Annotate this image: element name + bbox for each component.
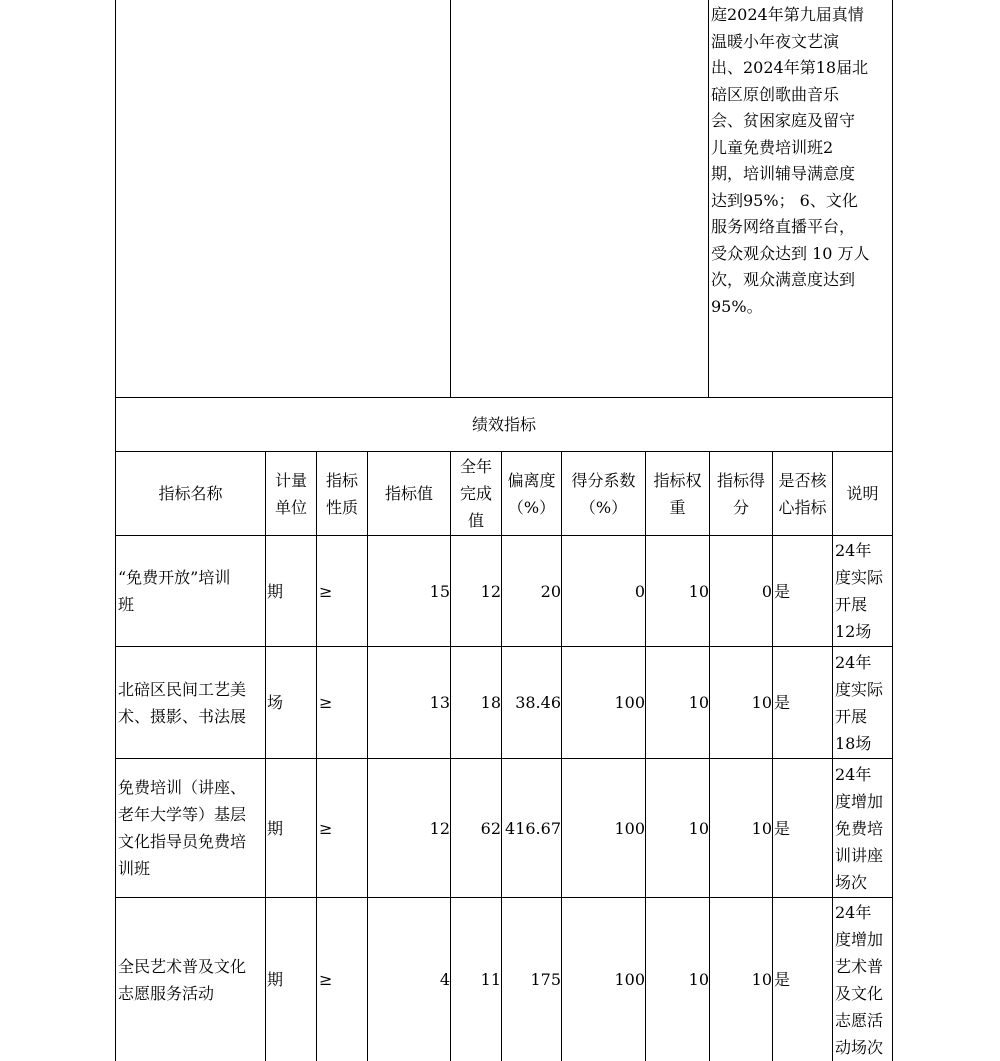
row-target: 13 xyxy=(429,693,450,712)
header-coef: 得分系数 （%） xyxy=(571,470,636,517)
row-weight: 10 xyxy=(688,693,709,712)
row-name: 北碚区民间工艺美 术、摄影、书法展 xyxy=(118,679,247,726)
row-actual: 11 xyxy=(480,970,501,989)
row-name: 全民艺术普及文化 志愿服务活动 xyxy=(118,956,247,1003)
row-score: 10 xyxy=(751,818,772,838)
row-core: 是 xyxy=(774,970,791,989)
row-unit: 期 xyxy=(267,818,284,838)
row-deviation: 38.46 xyxy=(515,693,561,712)
header-actual: 全年 完成 值 xyxy=(459,457,492,530)
row-coef: 0 xyxy=(634,581,645,601)
header-weight: 指标权 重 xyxy=(653,470,702,517)
row-name: 免费培训（讲座、 老年大学等）基层 文化指导员免费培 训班 xyxy=(118,778,247,878)
row-nature: ≥ xyxy=(319,818,333,838)
row-coef: 100 xyxy=(614,693,645,712)
row-deviation: 175 xyxy=(530,970,561,989)
row-desc: 24年 度增加 艺术普 及文化 志愿活 动场次 xyxy=(835,902,884,1057)
row-core: 是 xyxy=(774,818,791,838)
row-name: “免费开放”培训 班 xyxy=(118,568,231,614)
row-weight: 10 xyxy=(688,818,709,838)
row-desc: 24年 度增加 免费培 训讲座 场次 xyxy=(835,764,884,892)
row-target: 4 xyxy=(439,970,450,989)
header-target: 指标值 xyxy=(384,484,433,503)
row-deviation: 20 xyxy=(540,581,561,601)
header-deviation: 偏离度 （%） xyxy=(507,470,556,517)
row-unit: 期 xyxy=(267,581,284,601)
row-deviation: 416.67 xyxy=(505,818,561,838)
header-core: 是否核 心指标 xyxy=(778,470,827,517)
header-name: 指标名称 xyxy=(158,484,223,503)
row-unit: 场 xyxy=(267,693,284,712)
row-core: 是 xyxy=(774,693,791,712)
row-actual: 12 xyxy=(480,581,501,601)
row-weight: 10 xyxy=(688,581,709,601)
row-target: 15 xyxy=(429,581,450,601)
row-target: 12 xyxy=(429,818,450,838)
row-score: 0 xyxy=(761,581,772,601)
header-unit: 计量 单位 xyxy=(274,470,307,517)
row-unit: 期 xyxy=(267,970,284,989)
row-score: 10 xyxy=(751,693,772,712)
row-weight: 10 xyxy=(688,970,709,989)
section-title: 绩效指标 xyxy=(471,415,536,434)
header-nature: 指标 性质 xyxy=(325,470,358,517)
row-nature: ≥ xyxy=(319,581,333,601)
header-desc: 说明 xyxy=(846,484,879,503)
row-coef: 100 xyxy=(614,970,645,989)
row-actual: 62 xyxy=(480,818,501,838)
row-desc: 24年 度实际 开展 12场 xyxy=(835,541,884,641)
row-core: 是 xyxy=(774,581,791,601)
row-coef: 100 xyxy=(614,818,645,838)
header-score: 指标得 分 xyxy=(716,470,765,517)
row-score: 10 xyxy=(751,970,772,989)
top-note-text: 庭2024年第九届真情 温暖小年夜文艺演 出、2024年第18届北 碚区原创歌曲音乐 会、贫困家庭及留守 儿童免费培训班2 期，培训辅导满意度 达到95%； 6、文化 服务网络直播平台， 受众观众达到 10 万人 次，观众满意度达到 95%。 xyxy=(711,5,870,316)
row-desc: 24年 度实际 开展 18场 xyxy=(835,652,884,753)
row-nature: ≥ xyxy=(319,693,333,712)
row-nature: ≥ xyxy=(319,970,333,989)
row-actual: 18 xyxy=(480,693,501,712)
